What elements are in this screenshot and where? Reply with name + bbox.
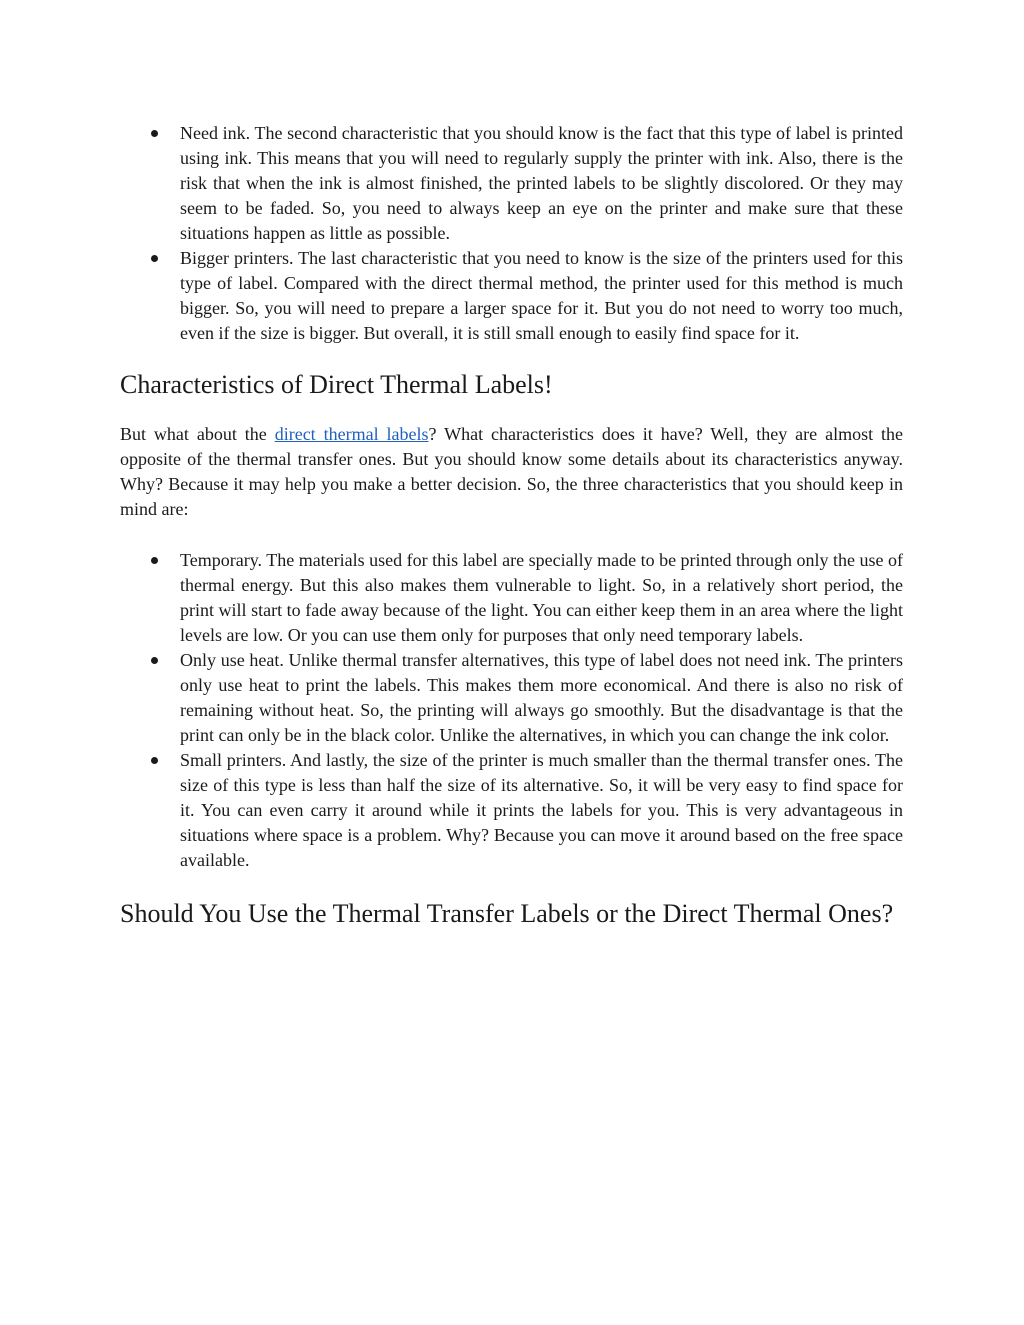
- list-item: [120, 246, 903, 346]
- bullet-icon: [151, 255, 158, 262]
- bullet-icon: [151, 130, 158, 137]
- bullet-icon: [151, 557, 158, 564]
- ink-characteristics-list: [120, 121, 903, 346]
- list-item-text: Bigger printers. The last characteristic that you need to know is the size of the printers used for this type of label. Compared with the direct thermal method, the printer used for this method is much bigger. So, you will need to prepare a larger space for it. But you do not need to worry too much, even if the size is bigger. But overall, it is still small enough to easily find space for it.: [180, 248, 903, 343]
- section-heading: Characteristics of Direct Thermal Labels!: [120, 370, 553, 399]
- direct-thermal-labels-link[interactable]: direct thermal labels: [274, 424, 429, 444]
- list-item: [120, 548, 903, 648]
- bullet-icon: [151, 657, 158, 664]
- section-heading: Should You Use the Thermal Transfer Labels or the Direct Thermal Ones?: [120, 899, 894, 928]
- list-item-text: Need ink. The second characteristic that you should know is the fact that this type of label is printed using ink. This means that you will need to regularly supply the printer with ink. Also, there is the risk that when the ink is almost finished, the printed labels to be slightly discolored. Or they may seem to be faded. So, you need to always keep an eye on the printer and make sure that these situations happen as little as possible.: [180, 123, 903, 243]
- list-item: [120, 121, 903, 246]
- list-item-text: Only use heat. Unlike thermal transfer alternatives, this type of label does not need ink. The printers only use heat to print the labels. This makes them more economical. And there is also no risk of remaining without heat. So, the printing will always go smoothly. But the disadvantage is that the print can only be in the black color. Unlike the alternatives, in which you can change the ink color.: [180, 650, 903, 745]
- list-item-text: Temporary. The materials used for this label are specially made to be printed through only the use of thermal energy. But this also makes them vulnerable to light. So, in a relatively short period, the print will start to fade away because of the light. You can either keep them in an area where the light levels are low. Or you can use them only for purposes that only need temporary labels.: [180, 550, 904, 645]
- direct-thermal-characteristics-list: [120, 548, 903, 873]
- intro-paragraph: [120, 422, 903, 522]
- list-item: [120, 748, 903, 873]
- bullet-icon: [151, 757, 158, 764]
- document-page: [120, 121, 903, 930]
- list-item-text: Small printers. And lastly, the size of the printer is much smaller than the thermal transfer ones. The size of this type is less than half the size of its alternative. So, it will be very easy to find space for it. You can even carry it around while it prints the labels for you. This is very advantageous in situations where space is a problem. Why? Because you can move it around based on the free space available.: [180, 750, 903, 870]
- paragraph-text-start: But what about the: [120, 424, 275, 444]
- list-item: [120, 648, 903, 748]
- paragraph-text-end: ? What characteristics does it have? Well, they are almost the opposite of the thermal transfer ones. But you should know some details about its characteristics anyway. Why? Because it may help you make a better decision. So, the three characteristics that you should keep in mind are:: [120, 424, 903, 519]
